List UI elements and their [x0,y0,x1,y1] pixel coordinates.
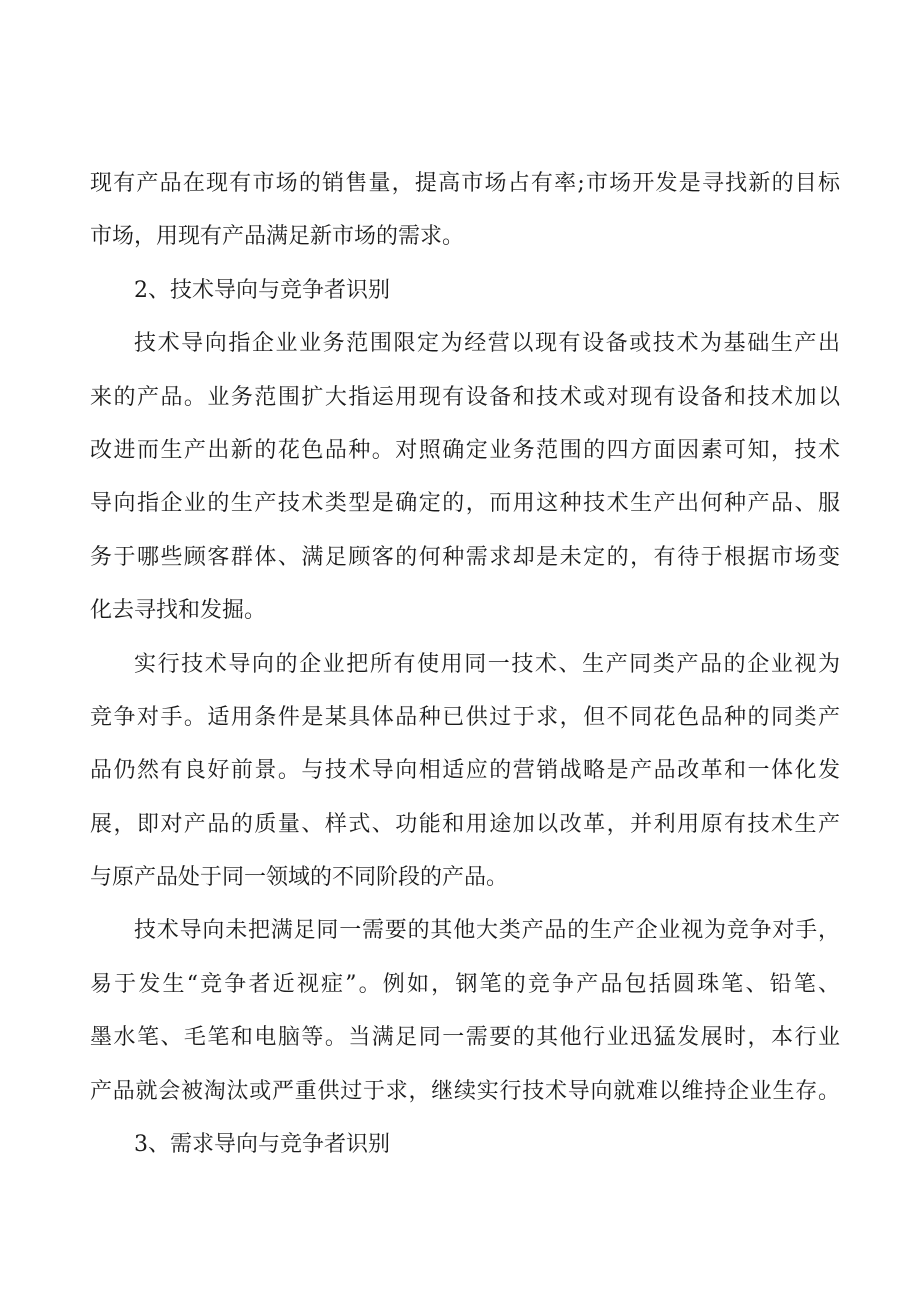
text-line: 现有产品在现有市场的销售量，提高市场占有率;市场开发是寻找新的目标 [90,171,840,196]
text-line: 化去寻找和发掘。 [90,598,267,624]
heading-text: 2、技术导向与竞争者识别 [134,277,390,303]
text-line: 技术导向未把满足同一需要的其他大类产品的生产企业视为竞争对手， [134,918,840,944]
text-line: 实行技术导向的企业把所有使用同一技术、生产同类产品的企业视为 [134,651,840,677]
text-line: 市场，用现有产品满足新市场的需求。 [90,224,465,250]
section-heading [90,271,840,311]
text-line: 改进而生产出新的花色品种。对照确定业务范围的四方面因素可知，技术 [90,437,840,463]
paragraph-continued [90,164,840,257]
text-line: 竞争对手。适用条件是某具体品种已供过于求，但不同花色品种的同类产 [90,704,840,730]
text-line: 墨水笔、毛笔和电脑等。当满足同一需要的其他行业迅猛发展时，本行业 [90,1025,840,1051]
text-line: 展，即对产品的质量、样式、功能和用途加以改革，并利用原有技术生产 [90,811,840,837]
heading-text: 3、需求导向与竞争者识别 [134,1132,390,1158]
text-line: 技术导向指企业业务范围限定为经营以现有设备或技术为基础生产出 [134,331,840,357]
section-heading [90,1125,840,1165]
paragraph [90,324,840,631]
text-line: 务于哪些顾客群体、满足顾客的何种需求却是未定的，有待于根据市场变 [90,544,840,570]
paragraph [90,645,840,899]
text-line: 产品就会被淘汰或严重供过于求，继续实行技术导向就难以维持企业生存。 [90,1078,840,1104]
text-line: 易于发生“竞争者近视症”。例如，钢笔的竞争产品包括圆珠笔、铅笔、 [90,971,840,997]
document-page [90,164,840,1178]
paragraph [90,911,840,1111]
text-line: 来的产品。业务范围扩大指运用现有设备和技术或对现有设备和技术加以 [90,384,840,410]
text-line: 品仍然有良好前景。与技术导向相适应的营销战略是产品改革和一体化发 [90,758,840,784]
text-line: 导向指企业的生产技术类型是确定的，而用这种技术生产出何种产品、服 [90,491,840,517]
text-line: 与原产品处于同一领域的不同阶段的产品。 [90,865,509,891]
